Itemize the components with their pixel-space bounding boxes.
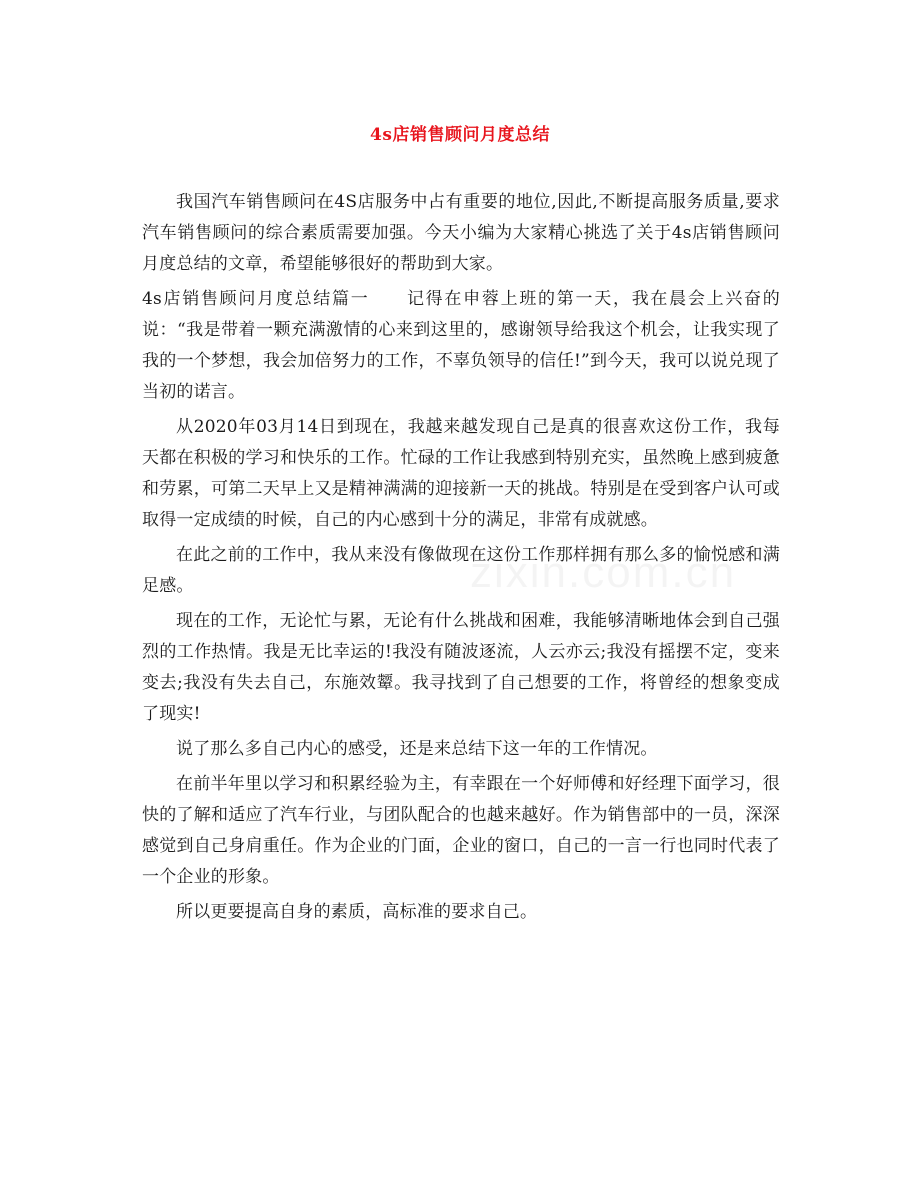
paragraph-summary-intro: 说了那么多自己内心的感受，还是来总结下这一年的工作情况。 — [176, 739, 658, 759]
paragraph-intro: 我国汽车销售顾问在4S店服务中占有重要的地位,因此,不断提高服务质量,要求汽车销售顾问的综合素质需要加强。今天小编为大家精心挑选了关于4s店销售顾问月度总结的文章，希望能够很好的帮助到大家。 — [142, 192, 780, 274]
paragraph-enthusiasm: 现在的工作，无论忙与累，无论有什么挑战和困难，我能够清晰地体会到自己强烈的工作热情。我是无比幸运的!我没有随波逐流，人云亦云;我没有摇摆不定，变来变去;我没有失去自己，东施效颦。我寻找到了自己想要的工作，将曾经的想象变成了现实! — [142, 611, 780, 724]
document-title: 4s店销售顾问月度总结 — [370, 125, 550, 145]
paragraph-satisfaction: 在此之前的工作中，我从来没有像做现在这份工作那样拥有那么多的愉悦感和满足感。 — [142, 545, 780, 596]
document-body — [142, 187, 780, 932]
paragraph-self-improvement: 所以更要提高自身的素质，高标准的要求自己。 — [176, 902, 538, 922]
paragraph-first-half: 在前半年里以学习和积累经验为主，有幸跟在一个好师傅和好经理下面学习，很快的了解和适应了汽车行业，与团队配合的也越来越好。作为销售部中的一员，深深感觉到自己身肩重任。作为企业的门面，企业的窗口，自己的一言一行也同时代表了一个企业的形象。 — [142, 774, 780, 887]
paragraph-section-one: 4s店销售顾问月度总结篇一 记得在申蓉上班的第一天，我在晨会上兴奋的说：“我是带着一颗充满激情的心来到这里的，感谢领导给我这个机会，让我实现了我的一个梦想，我会加倍努力的工作，不辜负领导的信任!”到今天，我可以说兑现了当初的诺言。 — [142, 289, 780, 402]
paragraph-start-date: 从2020年03月14日到现在，我越来越发现自己是真的很喜欢这份工作，我每天都在积极的学习和快乐的工作。忙碌的工作让我感到特别充实，虽然晚上感到疲惫和劳累，可第二天早上又是精神满满的迎接新一天的挑战。特别是在受到客户认可或取得一定成绩的时候，自己的内心感到十分的满足，非常有成就感。 — [142, 417, 780, 530]
